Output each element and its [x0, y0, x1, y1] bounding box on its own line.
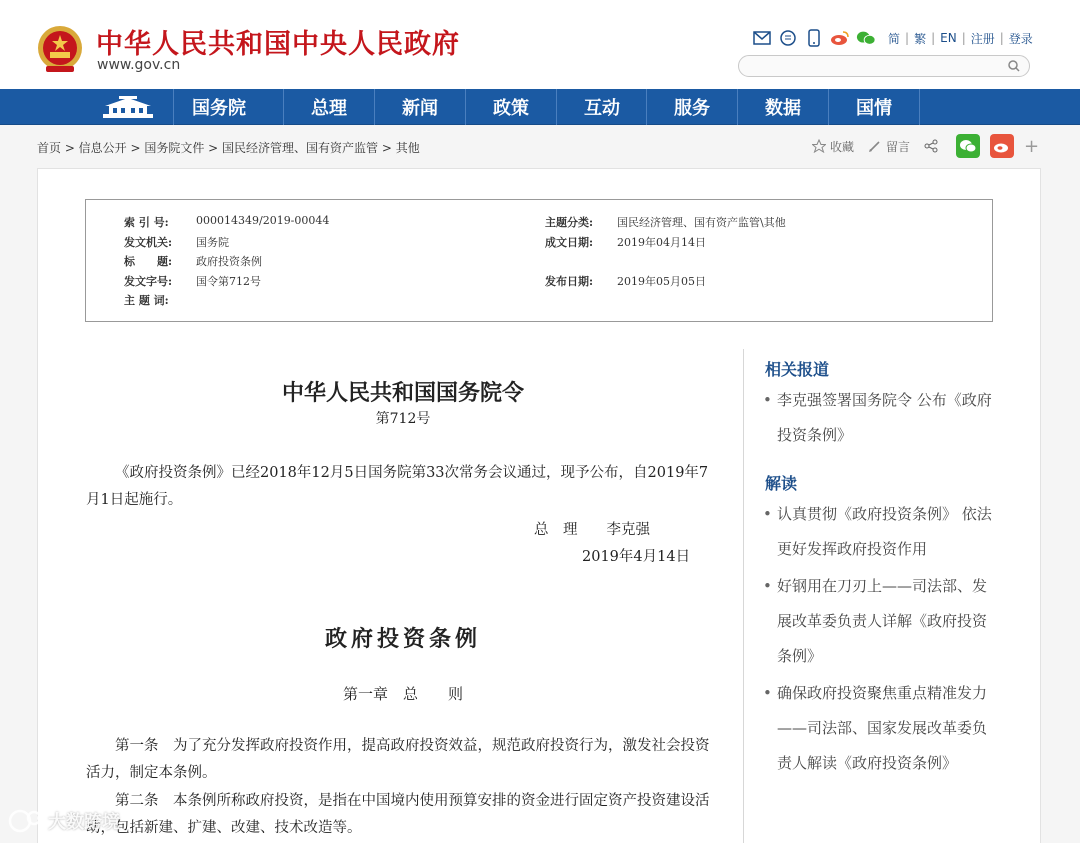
nav-item-interaction[interactable]: 互动: [556, 89, 647, 125]
meta-value: 政府投资条例: [196, 255, 262, 268]
meta-value: 2019年05月05日: [617, 275, 706, 288]
star-icon: [812, 139, 826, 153]
bullet-icon: •: [763, 577, 772, 595]
meta-label: 索 引 号:: [124, 216, 169, 229]
share-bar: [812, 134, 1039, 158]
register-link[interactable]: 注册: [970, 31, 995, 46]
breadcrumb[interactable]: 首页 > 信息公开 > 国务院文件 > 国民经济管理、国有资产监管 > 其他: [37, 141, 420, 155]
nav-divider: [919, 89, 920, 125]
header-tools: [752, 28, 1033, 48]
interpretation-text[interactable]: 确保政府投资聚焦重点精准发力——司法部、国家发展改革委负责人解读《政府投资条例》: [777, 684, 988, 772]
weibo-icon[interactable]: [830, 28, 850, 48]
nav-item-state-council[interactable]: 国务院: [173, 89, 264, 125]
related-reports-heading: 相关报道: [765, 360, 830, 379]
interpretation-link[interactable]: [763, 676, 993, 781]
comment-button[interactable]: [868, 138, 910, 155]
article-1-paragraph: 第一条 为了充分发挥政府投资作用，提高政府投资效益，规范政府投资行为，激发社会投资活力，制定本条例。: [86, 738, 710, 781]
bullet-icon: •: [763, 391, 772, 409]
nav-item-premier[interactable]: 总理: [283, 89, 374, 125]
interpretation-link[interactable]: [763, 569, 993, 674]
interpretation-heading: 解读: [765, 474, 798, 493]
search-icon[interactable]: [1007, 59, 1021, 73]
separator: |: [931, 31, 936, 45]
order-title: 中华人民共和国国务院令: [281, 380, 524, 406]
lang-traditional-link[interactable]: 繁: [914, 31, 927, 46]
wechat-icon[interactable]: [856, 28, 876, 48]
favorite-label: 收藏: [830, 139, 855, 154]
nav-item-national-info[interactable]: 国情: [828, 89, 919, 125]
nav-item-data[interactable]: 数据: [737, 89, 828, 125]
lang-english-link[interactable]: EN: [940, 31, 957, 45]
article-2-paragraph: 第二条 本条例所称政府投资，是指在中国境内使用预算安排的资金进行固定资产投资建设活动，包括新建、扩建、改建、技术改造等。: [86, 793, 710, 836]
search-input[interactable]: [738, 55, 1030, 77]
meta-value: 国令第712号: [196, 275, 261, 288]
favorite-button[interactable]: [812, 138, 854, 155]
watermark-logo-icon: [8, 806, 48, 836]
regulation-title: 政府投资条例: [324, 626, 481, 652]
separator: |: [905, 31, 910, 45]
interpretation-link[interactable]: [763, 497, 993, 567]
order-intro-paragraph: 《政府投资条例》已经2018年12月5日国务院第33次常务会议通过，现予公布，自2019年7月1日起施行。: [86, 465, 709, 508]
meta-label: 标 题:: [124, 255, 173, 268]
watermark: [8, 806, 120, 836]
share-button[interactable]: [924, 139, 942, 153]
document-meta-box: [85, 199, 993, 322]
interpretation-text[interactable]: 认真贯彻《政府投资条例》 依法更好发挥政府投资作用: [777, 505, 992, 558]
meta-label: 主题分类:: [545, 216, 594, 229]
meta-label: 发布日期:: [545, 275, 594, 288]
lang-simplified-link[interactable]: 简: [888, 31, 901, 46]
meta-value: 2019年04月14日: [617, 236, 706, 249]
meta-label: 发文字号:: [124, 275, 173, 288]
interpretation-text[interactable]: 好钢用在刀刃上——司法部、发展改革委负责人详解《政府投资条例》: [777, 577, 988, 665]
separator: |: [961, 31, 966, 45]
comment-label: 留言: [886, 139, 911, 154]
signature-premier: 总 理 李克强: [534, 522, 650, 538]
nav-item-policy[interactable]: 政策: [465, 89, 556, 125]
site-header: [0, 0, 1080, 90]
weibo-share-icon[interactable]: [990, 134, 1014, 158]
related-report-text[interactable]: 李克强签署国务院令 公布《政府投资条例》: [777, 391, 992, 444]
more-share-button[interactable]: +: [1024, 135, 1040, 157]
nav-item-services[interactable]: 服务: [646, 89, 737, 125]
lang-links: [888, 30, 1033, 47]
bullet-icon: •: [763, 684, 772, 702]
main-nav: [0, 89, 1080, 125]
site-title[interactable]: 中华人民共和国中央人民政府: [96, 29, 460, 60]
nav-item-news[interactable]: 新闻: [374, 89, 465, 125]
wechat-share-icon[interactable]: [956, 134, 980, 158]
watermark-text: 大数跨境: [48, 812, 120, 833]
order-number: 第712号: [375, 411, 431, 427]
meta-label: 主 题 词:: [124, 294, 169, 307]
national-emblem-icon[interactable]: [36, 24, 84, 76]
signature-date: 2019年4月14日: [582, 549, 691, 565]
column-divider: [743, 349, 744, 843]
meta-value: 国务院: [196, 236, 229, 249]
message-icon[interactable]: [778, 28, 798, 48]
nav-home-icon[interactable]: [84, 89, 172, 125]
related-report-link[interactable]: [763, 383, 993, 453]
meta-value: 国民经济管理、国有资产监管\其他: [617, 216, 786, 229]
chapter-heading: 第一章 总 则: [342, 685, 463, 703]
meta-value: 000014349/2019-00044: [196, 214, 330, 227]
separator: |: [999, 31, 1004, 45]
login-link[interactable]: 登录: [1008, 31, 1033, 46]
meta-label: 成文日期:: [545, 236, 594, 249]
meta-label: 发文机关:: [124, 236, 173, 249]
mail-icon[interactable]: [752, 28, 772, 48]
bullet-icon: •: [763, 505, 772, 523]
share-icon: [924, 139, 938, 153]
pencil-icon: [868, 139, 882, 153]
site-domain: www.gov.cn: [97, 57, 181, 73]
mobile-icon[interactable]: [804, 28, 824, 48]
